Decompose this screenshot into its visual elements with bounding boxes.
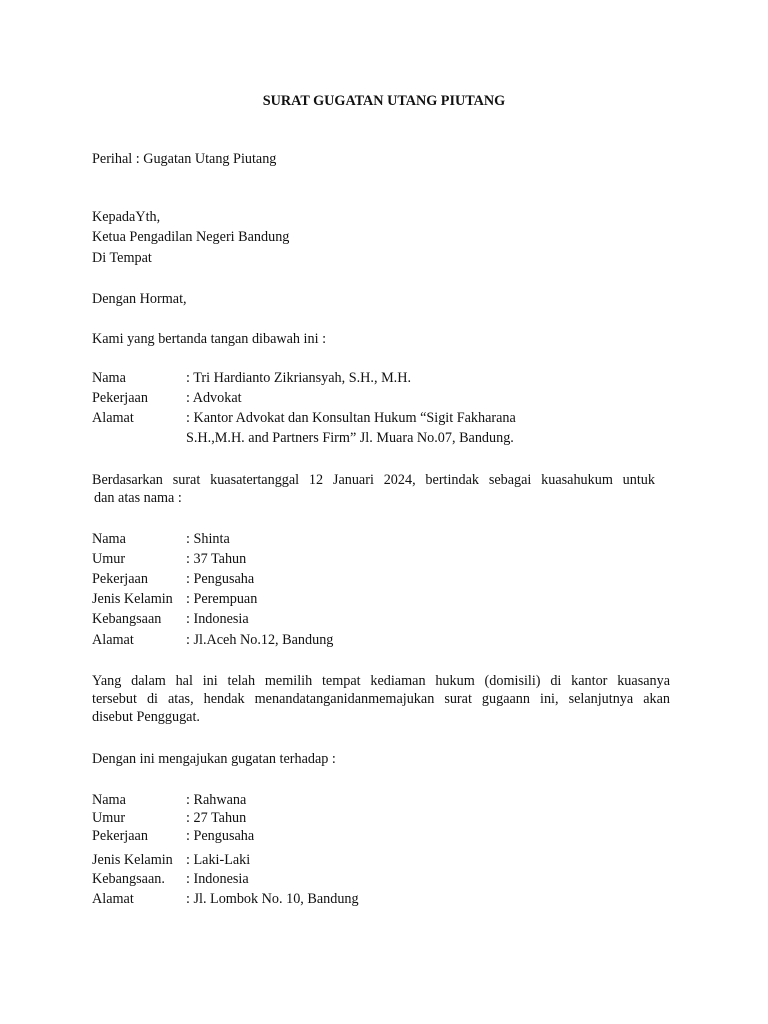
plaintiff-gender-label: Jenis Kelamin <box>92 591 173 607</box>
plaintiff-gender-value: : Perempuan <box>186 591 258 607</box>
domicile-line-3: disebut Penggugat. <box>92 709 200 725</box>
advocate-address-value-2: S.H.,M.H. and Partners Firm” Jl. Muara No.07, Bandung. <box>186 430 514 446</box>
plaintiff-address-value: : Jl.Aceh No.12, Bandung <box>186 632 334 648</box>
defendant-job-value: : Pengusaha <box>186 828 255 844</box>
defendant-age-value: : 27 Tahun <box>186 810 247 826</box>
plaintiff-job-label: Pekerjaan <box>92 571 148 587</box>
defendant-gender-label: Jenis Kelamin <box>92 852 173 868</box>
domicile-line-2: tersebut di atas, hendak menandatanganidanmemajukan surat gugaann ini, selanjutnya akan <box>92 691 670 707</box>
defendant-nationality-label: Kebangsaan. <box>92 871 165 887</box>
defendant-job-label: Pekerjaan <box>92 828 148 844</box>
claim-intro: Dengan ini mengajukan gugatan terhadap : <box>92 751 336 767</box>
power-of-attorney-line-2: dan atas nama : <box>94 490 182 506</box>
defendant-name-value: : Rahwana <box>186 792 247 808</box>
defendant-gender-value: : Laki-Laki <box>186 852 251 868</box>
plaintiff-job-value: : Pengusaha <box>186 571 255 587</box>
addressee-line-1: KepadaYth, <box>92 209 161 225</box>
domicile-line-1: Yang dalam hal ini telah memilih tempat kediaman hukum (domisili) di kantor kuasanya <box>92 673 670 689</box>
plaintiff-age-value: : 37 Tahun <box>186 551 247 567</box>
advocate-address-value-1: : Kantor Advokat dan Konsultan Hukum “Sigit Fakharana <box>186 410 516 426</box>
plaintiff-nationality-label: Kebangsaan <box>92 611 162 627</box>
intro-text: Kami yang bertanda tangan dibawah ini : <box>92 331 327 347</box>
plaintiff-nationality-value: : Indonesia <box>186 611 249 627</box>
plaintiff-age-label: Umur <box>92 551 126 567</box>
defendant-name-label: Nama <box>92 792 126 808</box>
defendant-address-value: : Jl. Lombok No. 10, Bandung <box>186 891 359 907</box>
subject-line: Perihal : Gugatan Utang Piutang <box>92 151 277 167</box>
plaintiff-address-label: Alamat <box>92 632 134 648</box>
power-of-attorney-line-1: Berdasarkan surat kuasatertanggal 12 Januari 2024, bertindak sebagai kuasahukum untuk <box>92 472 655 488</box>
addressee-line-2: Ketua Pengadilan Negeri Bandung <box>92 229 290 245</box>
plaintiff-name-label: Nama <box>92 531 126 547</box>
advocate-job-label: Pekerjaan <box>92 390 148 406</box>
addressee-line-3: Di Tempat <box>92 250 152 266</box>
defendant-address-label: Alamat <box>92 891 134 907</box>
defendant-nationality-value: : Indonesia <box>186 871 249 887</box>
defendant-age-label: Umur <box>92 810 126 826</box>
advocate-name-label: Nama <box>92 370 126 386</box>
document-title: SURAT GUGATAN UTANG PIUTANG <box>262 93 506 109</box>
advocate-address-label: Alamat <box>92 410 134 426</box>
plaintiff-name-value: : Shinta <box>186 531 230 547</box>
advocate-name-value: : Tri Hardianto Zikriansyah, S.H., M.H. <box>186 370 412 386</box>
advocate-job-value: : Advokat <box>186 390 242 406</box>
greeting: Dengan Hormat, <box>92 291 187 307</box>
